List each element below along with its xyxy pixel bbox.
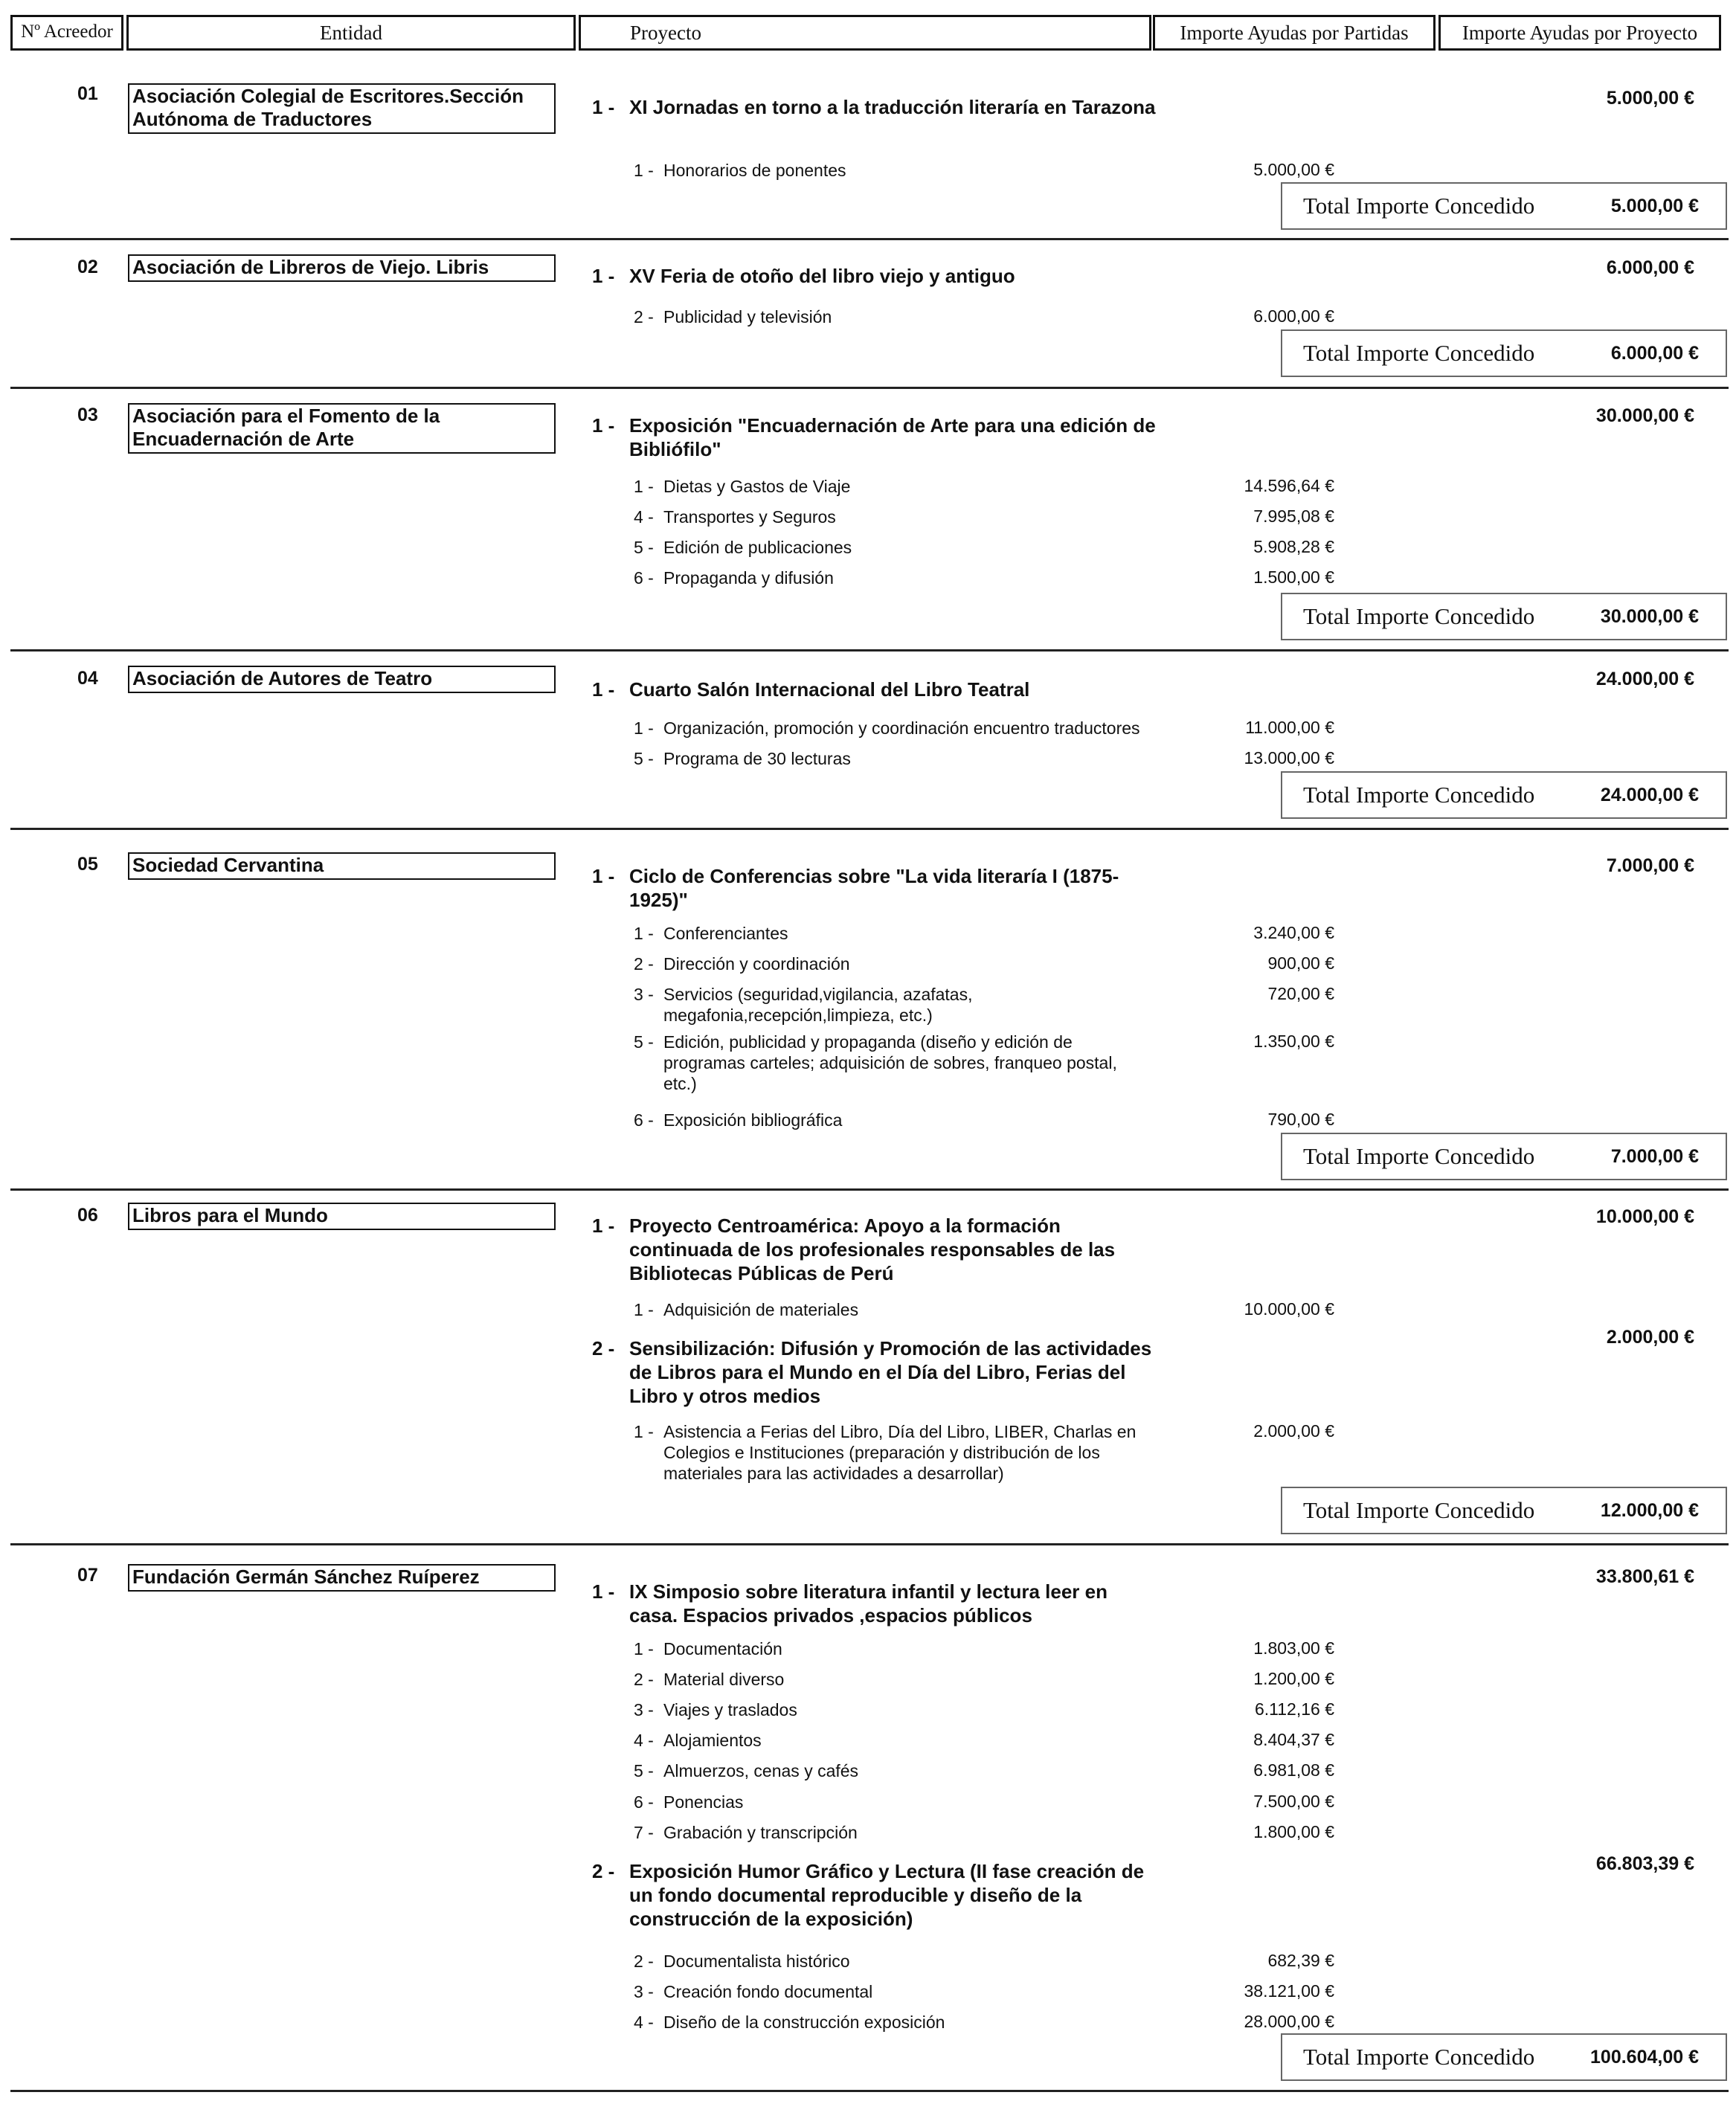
item-amount: 3.240,00 € <box>1253 923 1334 942</box>
item-number: 2 - <box>634 1670 654 1689</box>
project-amount: 30.000,00 € <box>1595 405 1694 426</box>
item-number: 4 - <box>634 507 654 527</box>
budget-item <box>634 1110 1154 1130</box>
item-number: 1 - <box>634 477 654 496</box>
total-box <box>1281 2033 1727 2081</box>
project <box>592 264 1157 288</box>
item-description: Ponencias <box>663 1792 744 1812</box>
item-amount: 38.121,00 € <box>1244 1981 1334 2001</box>
entity-name: Asociación de Autores de Teatro <box>128 666 556 693</box>
budget-item <box>634 1822 1154 1843</box>
acreedor-number: 03 <box>77 405 98 425</box>
project-number: 1 - <box>592 265 615 287</box>
item-description: Transportes y Seguros <box>663 507 836 527</box>
project-amount: 33.800,61 € <box>1595 1566 1694 1587</box>
item-amount: 1.200,00 € <box>1253 1669 1334 1688</box>
item-number: 1 - <box>634 1639 654 1658</box>
acreedor-number: 04 <box>77 668 98 689</box>
total-amount: 12.000,00 € <box>1600 1500 1699 1521</box>
total-label: Total Importe Concedido <box>1303 782 1535 808</box>
total-label: Total Importe Concedido <box>1303 603 1535 629</box>
project-amount: 7.000,00 € <box>1606 855 1694 876</box>
total-amount: 7.000,00 € <box>1610 1146 1699 1167</box>
budget-item <box>634 476 1154 497</box>
total-box <box>1281 771 1727 819</box>
item-description: Exposición bibliográfica <box>663 1110 843 1130</box>
item-number: 1 - <box>634 924 654 943</box>
project-title: Cuarto Salón Internacional del Libro Teatral <box>629 678 1030 701</box>
item-number: 6 - <box>634 568 654 588</box>
header-importe-proyecto: Importe Ayudas por Proyecto <box>1438 15 1721 51</box>
budget-item <box>634 953 1154 974</box>
project-number: 2 - <box>592 1860 615 1882</box>
budget-item <box>634 1981 1154 2002</box>
acreedor-number: 06 <box>77 1205 98 1226</box>
project-amount: 6.000,00 € <box>1606 257 1694 278</box>
budget-item <box>634 1951 1154 1972</box>
item-description: Servicios (seguridad,vigilancia, azafatas, megafonia,recepción,limpieza, etc.) <box>663 985 973 1025</box>
budget-item <box>634 1699 1154 1720</box>
item-description: Dirección y coordinación <box>663 954 850 974</box>
item-number: 2 - <box>634 954 654 974</box>
budget-item <box>634 923 1154 944</box>
item-description: Creación fondo documental <box>663 1982 873 2001</box>
project <box>592 95 1157 119</box>
header-entidad: Entidad <box>126 15 576 51</box>
item-number: 6 - <box>634 1110 654 1130</box>
item-amount: 6.000,00 € <box>1253 306 1334 326</box>
item-amount: 7.995,08 € <box>1253 506 1334 526</box>
project <box>592 1214 1157 1285</box>
project-title: XV Feria de otoño del libro viejo y antiguo <box>629 265 1015 287</box>
project-title: Proyecto Centroamérica: Apoyo a la formación continuada de los profesionales responsables de las Bibliotecas Públicas de Perú <box>629 1214 1116 1284</box>
item-amount: 6.981,08 € <box>1253 1760 1334 1780</box>
acreedor-number: 05 <box>77 854 98 875</box>
row-separator <box>10 238 1729 240</box>
item-amount: 7.500,00 € <box>1253 1792 1334 1811</box>
item-amount: 1.500,00 € <box>1253 567 1334 587</box>
item-description: Propaganda y difusión <box>663 568 834 588</box>
item-amount: 682,39 € <box>1267 1951 1334 1970</box>
item-amount: 8.404,37 € <box>1253 1730 1334 1749</box>
project-title: Exposición "Encuadernación de Arte para una edición de Bibliófilo" <box>629 414 1156 460</box>
project-number: 1 - <box>592 1214 615 1237</box>
total-amount: 30.000,00 € <box>1600 606 1699 627</box>
budget-item <box>634 984 1154 1026</box>
project-number: 1 - <box>592 96 615 118</box>
budget-item <box>634 506 1154 527</box>
budget-item <box>634 1032 1154 1094</box>
budget-item <box>634 1792 1154 1812</box>
budget-item <box>634 748 1154 769</box>
item-description: Asistencia a Ferias del Libro, Día del Libro, LIBER, Charlas en Colegios e Instituciones (preparación y distribución de los materiales para las actividades a desarrollar) <box>663 1422 1137 1483</box>
item-amount: 790,00 € <box>1267 1110 1334 1129</box>
project-number: 2 - <box>592 1337 615 1360</box>
entity-name: Sociedad Cervantina <box>128 852 556 880</box>
item-description: Material diverso <box>663 1670 785 1689</box>
entity-name: Fundación Germán Sánchez Ruíperez <box>128 1564 556 1592</box>
item-description: Edición, publicidad y propaganda (diseño y edición de programas carteles; adquisición de sobres, franqueo postal, etc.) <box>663 1032 1117 1093</box>
project-number: 1 - <box>592 865 615 887</box>
total-amount: 24.000,00 € <box>1600 785 1699 805</box>
project-number: 1 - <box>592 678 615 701</box>
project <box>592 864 1157 912</box>
budget-item <box>634 537 1154 558</box>
item-amount: 13.000,00 € <box>1244 748 1334 768</box>
item-number: 3 - <box>634 1700 654 1719</box>
item-number: 4 - <box>634 1731 654 1750</box>
item-amount: 5.000,00 € <box>1253 160 1334 179</box>
item-amount: 28.000,00 € <box>1244 2012 1334 2031</box>
item-description: Organización, promoción y coordinación encuentro traductores <box>663 718 1140 738</box>
project-title: Ciclo de Conferencias sobre "La vida literaría I (1875-1925)" <box>629 865 1119 911</box>
item-description: Programa de 30 lecturas <box>663 749 851 768</box>
total-label: Total Importe Concedido <box>1303 1143 1535 1169</box>
row-separator <box>10 387 1729 389</box>
budget-item <box>634 2012 1154 2033</box>
project <box>592 1859 1157 1931</box>
item-description: Alojamientos <box>663 1731 762 1750</box>
item-amount: 1.803,00 € <box>1253 1638 1334 1658</box>
item-description: Almuerzos, cenas y cafés <box>663 1761 859 1780</box>
budget-item <box>634 1669 1154 1690</box>
total-box <box>1281 1133 1727 1180</box>
item-amount: 5.908,28 € <box>1253 537 1334 556</box>
item-amount: 10.000,00 € <box>1244 1299 1334 1319</box>
row-separator <box>10 1188 1729 1191</box>
budget-item <box>634 306 1154 327</box>
project-amount: 10.000,00 € <box>1595 1206 1694 1227</box>
budget-item <box>634 1730 1154 1751</box>
entity-name: Asociación Colegial de Escritores.Sección Autónoma de Traductores <box>128 83 556 134</box>
total-label: Total Importe Concedido <box>1303 1497 1535 1523</box>
header-importe-partidas: Importe Ayudas por Partidas <box>1153 15 1436 51</box>
project <box>592 414 1157 461</box>
total-amount: 100.604,00 € <box>1590 2047 1699 2068</box>
entity-name: Asociación para el Fomento de la Encuadernación de Arte <box>128 403 556 454</box>
entity-name: Asociación de Libreros de Viejo. Libris <box>128 254 556 282</box>
total-label: Total Importe Concedido <box>1303 2044 1535 2070</box>
total-label: Total Importe Concedido <box>1303 340 1535 366</box>
item-description: Diseño de la construcción exposición <box>663 2012 945 2032</box>
total-label: Total Importe Concedido <box>1303 193 1535 219</box>
total-amount: 6.000,00 € <box>1610 343 1699 364</box>
item-description: Documentalista histórico <box>663 1952 850 1971</box>
item-number: 4 - <box>634 2012 654 2032</box>
item-number: 1 - <box>634 161 654 180</box>
row-separator <box>10 649 1729 651</box>
item-number: 7 - <box>634 1823 654 1842</box>
item-amount: 720,00 € <box>1267 984 1334 1003</box>
total-box <box>1281 593 1727 640</box>
item-number: 1 - <box>634 1300 654 1319</box>
project-number: 1 - <box>592 414 615 437</box>
item-number: 3 - <box>634 985 654 1004</box>
item-number: 5 - <box>634 749 654 768</box>
item-number: 2 - <box>634 1952 654 1971</box>
budget-item <box>634 567 1154 588</box>
header-acreedor: Nº Acreedor <box>10 15 123 51</box>
item-amount: 6.112,16 € <box>1254 1699 1334 1719</box>
project-amount: 24.000,00 € <box>1595 669 1694 689</box>
header-proyecto: Proyecto <box>579 15 1151 51</box>
item-description: Publicidad y televisión <box>663 307 832 326</box>
budget-item <box>634 718 1154 739</box>
item-number: 5 - <box>634 1032 654 1052</box>
item-number: 5 - <box>634 1761 654 1780</box>
item-number: 1 - <box>634 1422 654 1441</box>
item-description: Adquisición de materiales <box>663 1300 859 1319</box>
budget-item <box>634 1638 1154 1659</box>
budget-item <box>634 160 1154 181</box>
total-amount: 5.000,00 € <box>1610 196 1699 216</box>
project-title: Exposición Humor Gráfico y Lectura (II fase creación de un fondo documental reproducible y diseño de la construcción de la exposición) <box>629 1860 1145 1930</box>
project <box>592 1580 1157 1627</box>
project-number: 1 - <box>592 1580 615 1603</box>
item-description: Dietas y Gastos de Viaje <box>663 477 851 496</box>
item-number: 5 - <box>634 538 654 557</box>
item-description: Documentación <box>663 1639 782 1658</box>
item-amount: 900,00 € <box>1267 953 1334 973</box>
item-number: 6 - <box>634 1792 654 1812</box>
total-box <box>1281 329 1727 377</box>
project-title: IX Simposio sobre literatura infantil y lectura leer en casa. Espacios privados ,espacios públicos <box>629 1580 1107 1627</box>
item-description: Conferenciantes <box>663 924 788 943</box>
project-amount: 5.000,00 € <box>1606 88 1694 109</box>
item-amount: 1.800,00 € <box>1253 1822 1334 1841</box>
project <box>592 1336 1157 1408</box>
item-number: 1 - <box>634 718 654 738</box>
row-separator <box>10 828 1729 830</box>
row-separator <box>10 2090 1729 2092</box>
item-number: 3 - <box>634 1982 654 2001</box>
item-amount: 2.000,00 € <box>1253 1421 1334 1441</box>
budget-item <box>634 1421 1154 1484</box>
total-box <box>1281 182 1727 230</box>
item-amount: 1.350,00 € <box>1253 1032 1334 1051</box>
item-description: Honorarios de ponentes <box>663 161 846 180</box>
acreedor-number: 01 <box>77 83 98 104</box>
entity-name: Libros para el Mundo <box>128 1203 556 1230</box>
project-title: XI Jornadas en torno a la traducción literaría en Tarazona <box>629 96 1156 118</box>
project-title: Sensibilización: Difusión y Promoción de las actividades de Libros para el Mundo en el Día del Libro, Ferias del Libro y otros medios <box>629 1337 1152 1407</box>
budget-item <box>634 1760 1154 1781</box>
acreedor-number: 02 <box>77 257 98 277</box>
item-description: Grabación y transcripción <box>663 1823 858 1842</box>
item-description: Edición de publicaciones <box>663 538 852 557</box>
item-description: Viajes y traslados <box>663 1700 797 1719</box>
total-box <box>1281 1487 1727 1534</box>
project-amount: 66.803,39 € <box>1595 1853 1694 1874</box>
item-amount: 11.000,00 € <box>1245 718 1334 737</box>
project <box>592 678 1157 701</box>
project-amount: 2.000,00 € <box>1606 1327 1694 1348</box>
item-number: 2 - <box>634 307 654 326</box>
row-separator <box>10 1543 1729 1545</box>
budget-item <box>634 1299 1154 1320</box>
item-amount: 14.596,64 € <box>1244 476 1334 495</box>
acreedor-number: 07 <box>77 1565 98 1586</box>
